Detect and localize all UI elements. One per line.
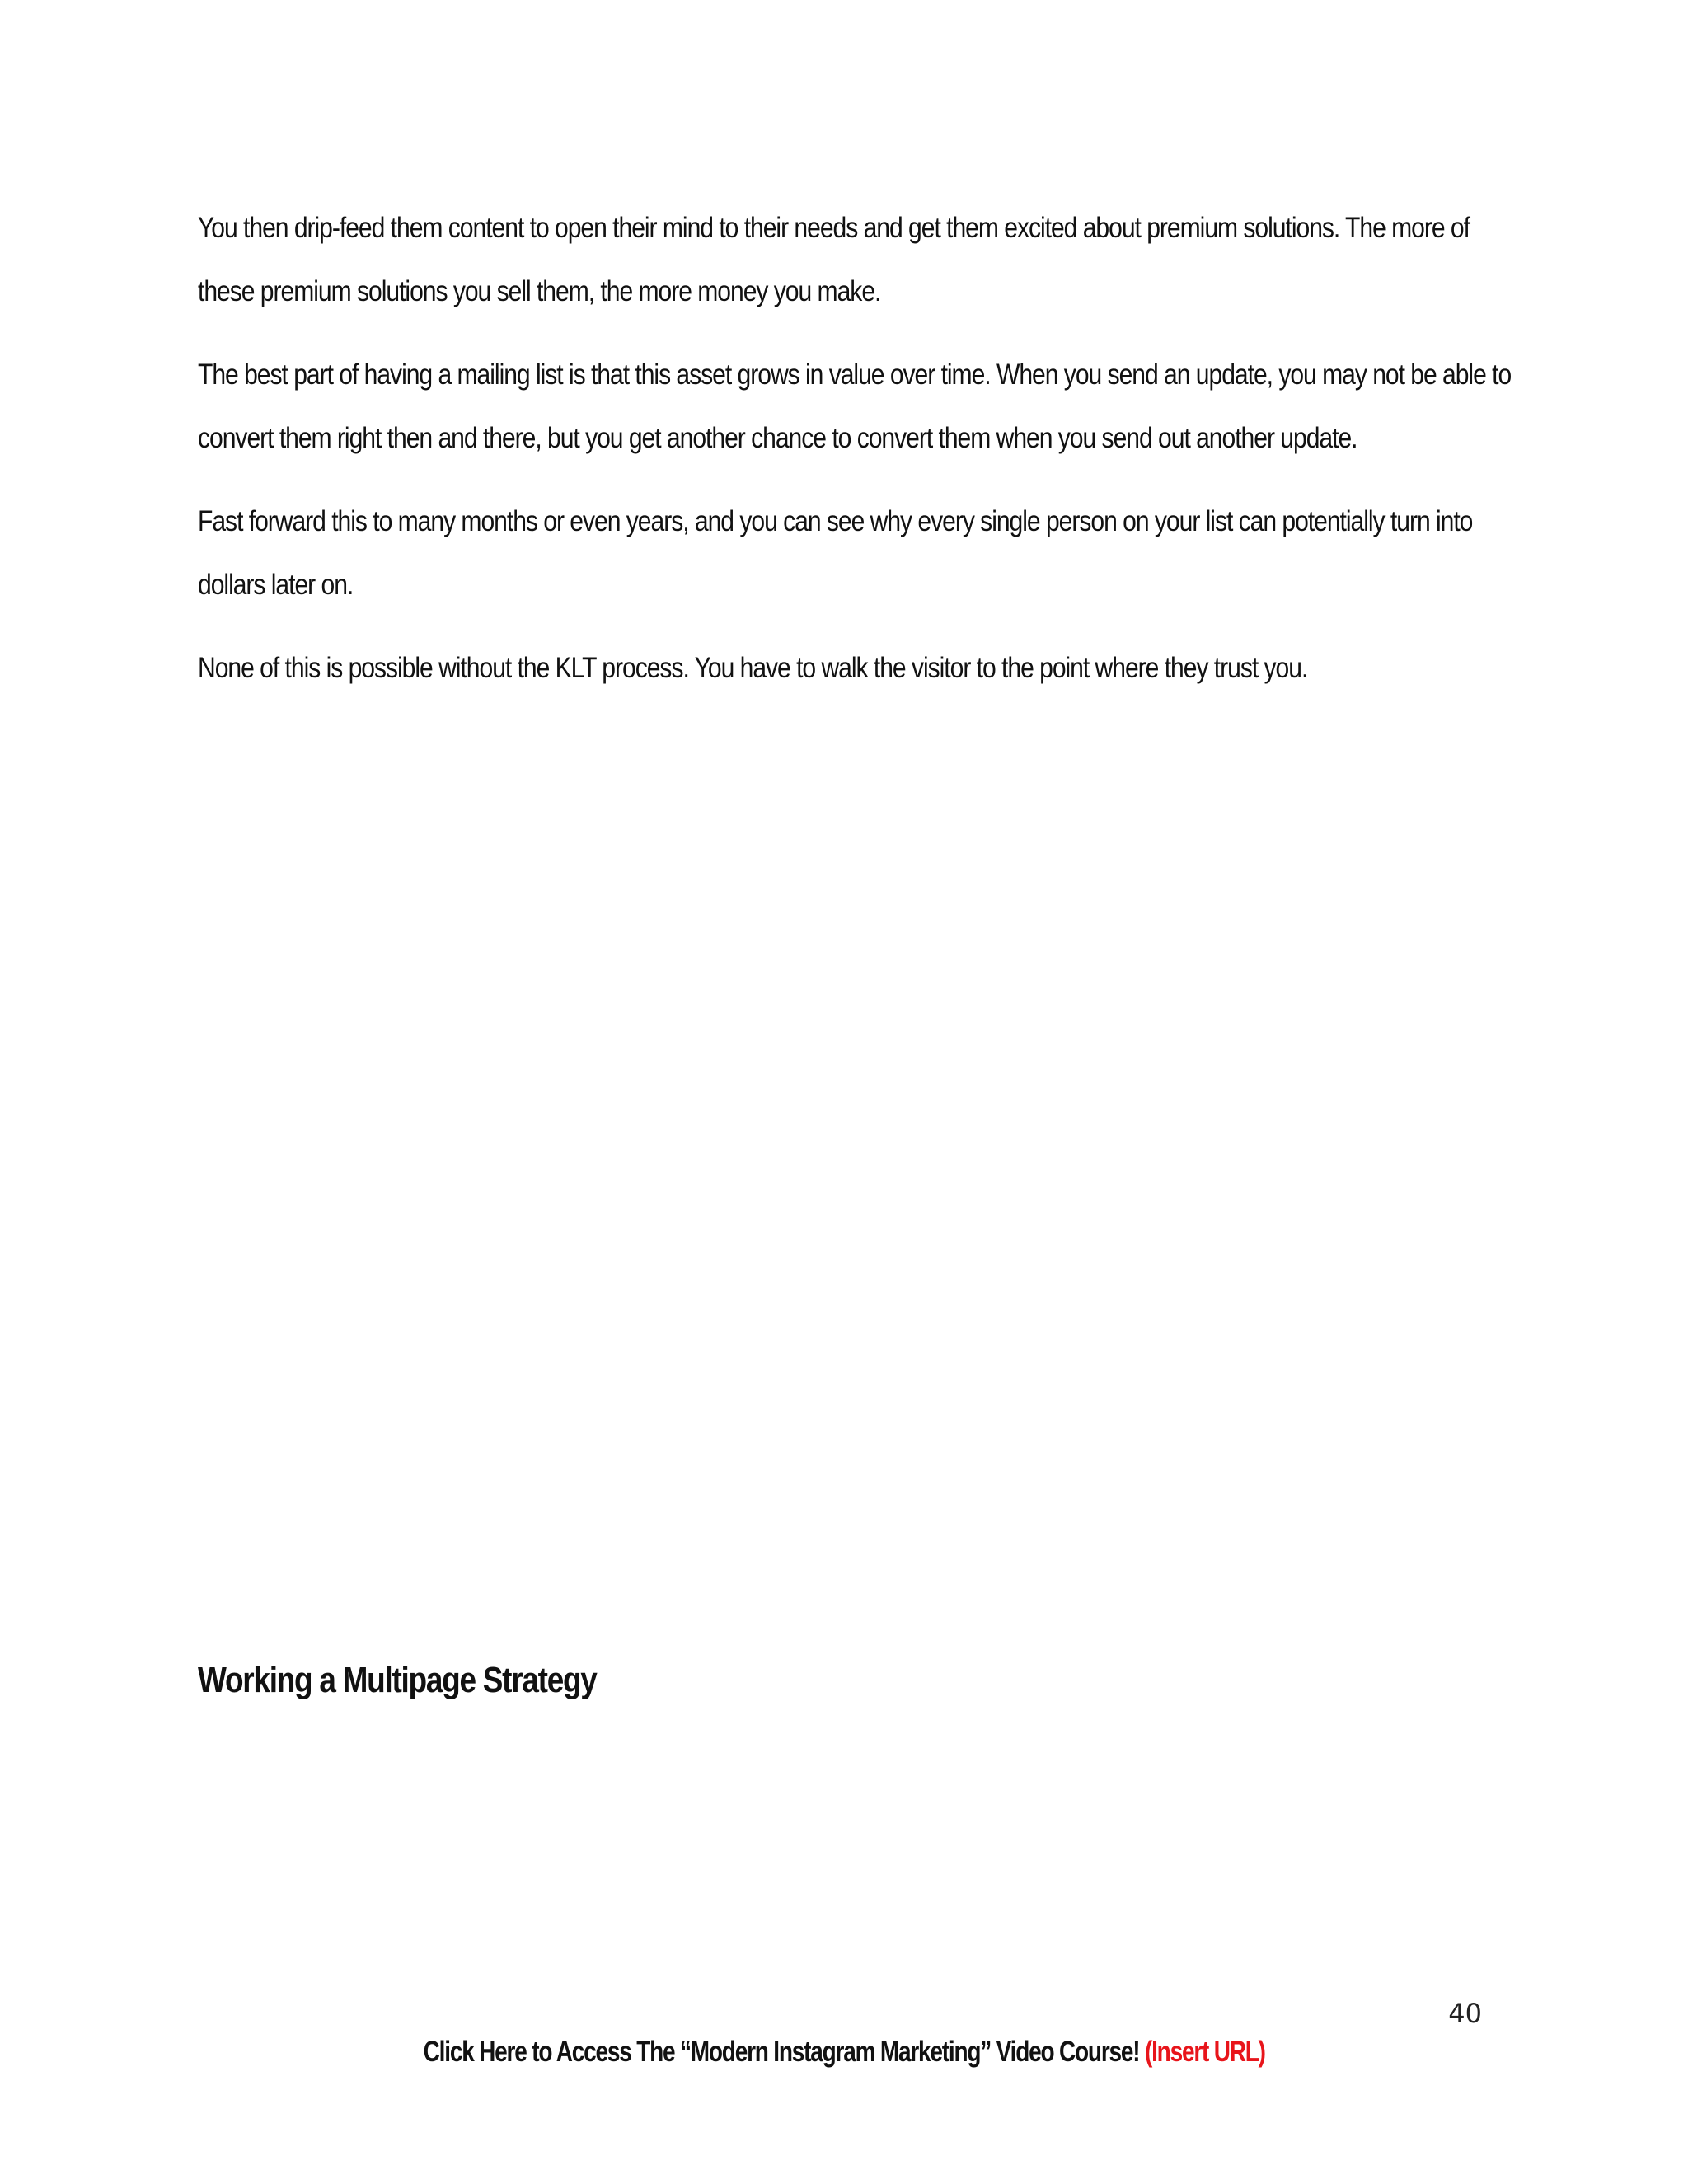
paragraph-2: The best part of having a mailing list is that this asset grows in value over time. When you send an update, you may not be able to convert them right then and there, but you get another chance to convert them when you send out another update. <box>198 359 1512 454</box>
paragraph-4: None of this is possible without the KLT process. You have to walk the visitor to the point where they trust you. <box>198 652 1308 684</box>
footer-insert-url[interactable]: (Insert URL) <box>1144 2036 1265 2068</box>
paragraph-3: Fast forward this to many months or even years, and you can see why every single person on your list can potentially turn into dollars later on. <box>198 505 1473 601</box>
footer-cta[interactable] <box>423 2036 1264 2069</box>
footer <box>0 2036 1688 2069</box>
body-text <box>198 196 1517 719</box>
page-number: 40 <box>1448 1998 1482 2029</box>
paragraph-1: You then drip-feed them content to open their mind to their needs and get them excited about premium solutions. The more of these premium solutions you sell them, the more money you make. <box>198 212 1470 307</box>
footer-course-link[interactable]: Click Here to Access The “Modern Instagram Marketing” Video Course! <box>423 2036 1140 2068</box>
section-heading: Working a Multipage Strategy <box>198 1660 597 1700</box>
